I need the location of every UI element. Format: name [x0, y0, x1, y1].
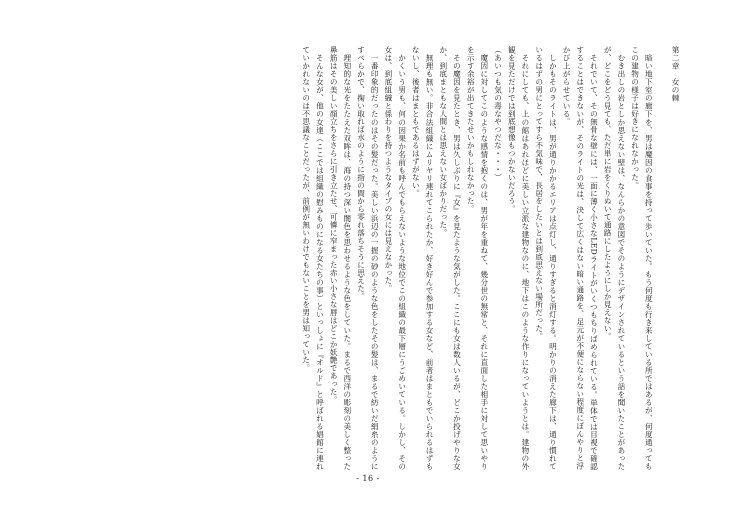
paragraph-5: それにしても、上の館はあれほどに美しい立派な建物なのに、地下はこのような作りになっていようとは。建物の外観を見ただけでは到底想像もつかないだろう。 [507, 46, 530, 470]
paragraph-7: 魔因に対してこのような感情を抱くのは、男が年を重ねて、幾分世の無常と、それに直面した相手に対して思いやりを示す余裕が出てきたせいかもしれなかった。 [466, 46, 489, 470]
paragraph-4: しかもそのライトは、男が通りかかるエリアは点灯し、通りすぎると消灯する。明かりの消えた廊下は、通り慣れているはずの男にとってすら不気味で、長居をしたいとは到底思えない場所だった。 [534, 46, 558, 470]
chapter-heading: 第二章 女の棘 [671, 46, 680, 102]
page-number: - 16 - [356, 474, 380, 483]
paragraph-9: 無理も無い。非合法組織にムリヤリ連れてこられたか、好き好んで参加する女など、前者はまともでいられるはずもないし、後者はまともであるはずがない。 [411, 46, 435, 470]
paragraph-13: そんな女が、他の女達（ここでは組織の慰みものになる女たちの事）といっしょに『オルド』と呼ばれる娼館に連れていかれないのは不思議なことだったが、前例が無いわけでもないことを男は知っていた。 [301, 46, 325, 470]
vertical-text-block [62, 46, 682, 470]
paragraph-11: 一番印象的だったのはその髪だった。美しい浜辺の一握の砂のような色をしたその髪は、まるで紡いだ絹糸のようにすべらかで、掬い取れば水のように指の間から零れ落ちそうに思えた。 [356, 46, 380, 470]
paragraph-3: それでいて、その無骨な壁には、一面に薄く小さなLEDライトがいくつもちりばめられている。単体では目視で確認することはできないが、そのライトの光は、決して広くはない暗い通路を、足元が不便にならない程度にぼんやりと浮かび上がらせている。 [562, 46, 599, 470]
paragraph-10: かくいう男も、何の因果か名前も呼んでもらえないような地位でこの組織の最下層にうごめいている。しかし、その女は、到底組織と係わりを持つようなタイプの女には見えなかった。 [383, 46, 407, 470]
paragraph-8: その魔因を見たとき、男は久しぶりに『女』を見たような気がした。ここにも女は数人いるが、どこか投げやりな女か、到底まともな人間とは思えない女ばかりだった。 [438, 46, 462, 470]
paragraph-1: 暗い地下室の廊下を、男は魔因の食事を持って歩いていた。もう何度も行き来している所ではあるが、何度通ってもこの建物の様子は好きになれなかった。 [630, 46, 654, 470]
paragraph-6-inner-thought: （あいつも気の毒なやつだな・・・） [493, 46, 503, 182]
paragraph-2: むき出しの岩としか思えない壁は、なんらかの意図でそのようにデザインされているという話を聞いたことがあったが、どこをどう見ても、ただ単に岩をくりぬいて通路にしたようにしか見えない。 [603, 46, 626, 470]
paragraph-12: 理知的な光をたたえた双眸は、海の持つ深い闇色を思わせるような色をしていた。まるで西洋の彫刻の美しく整った鼻筋はその美しい顔立ちをさらに引き立たせ、可憐に窄まった赤い小さな唇はどこか妖艶であった。 [329, 46, 352, 470]
